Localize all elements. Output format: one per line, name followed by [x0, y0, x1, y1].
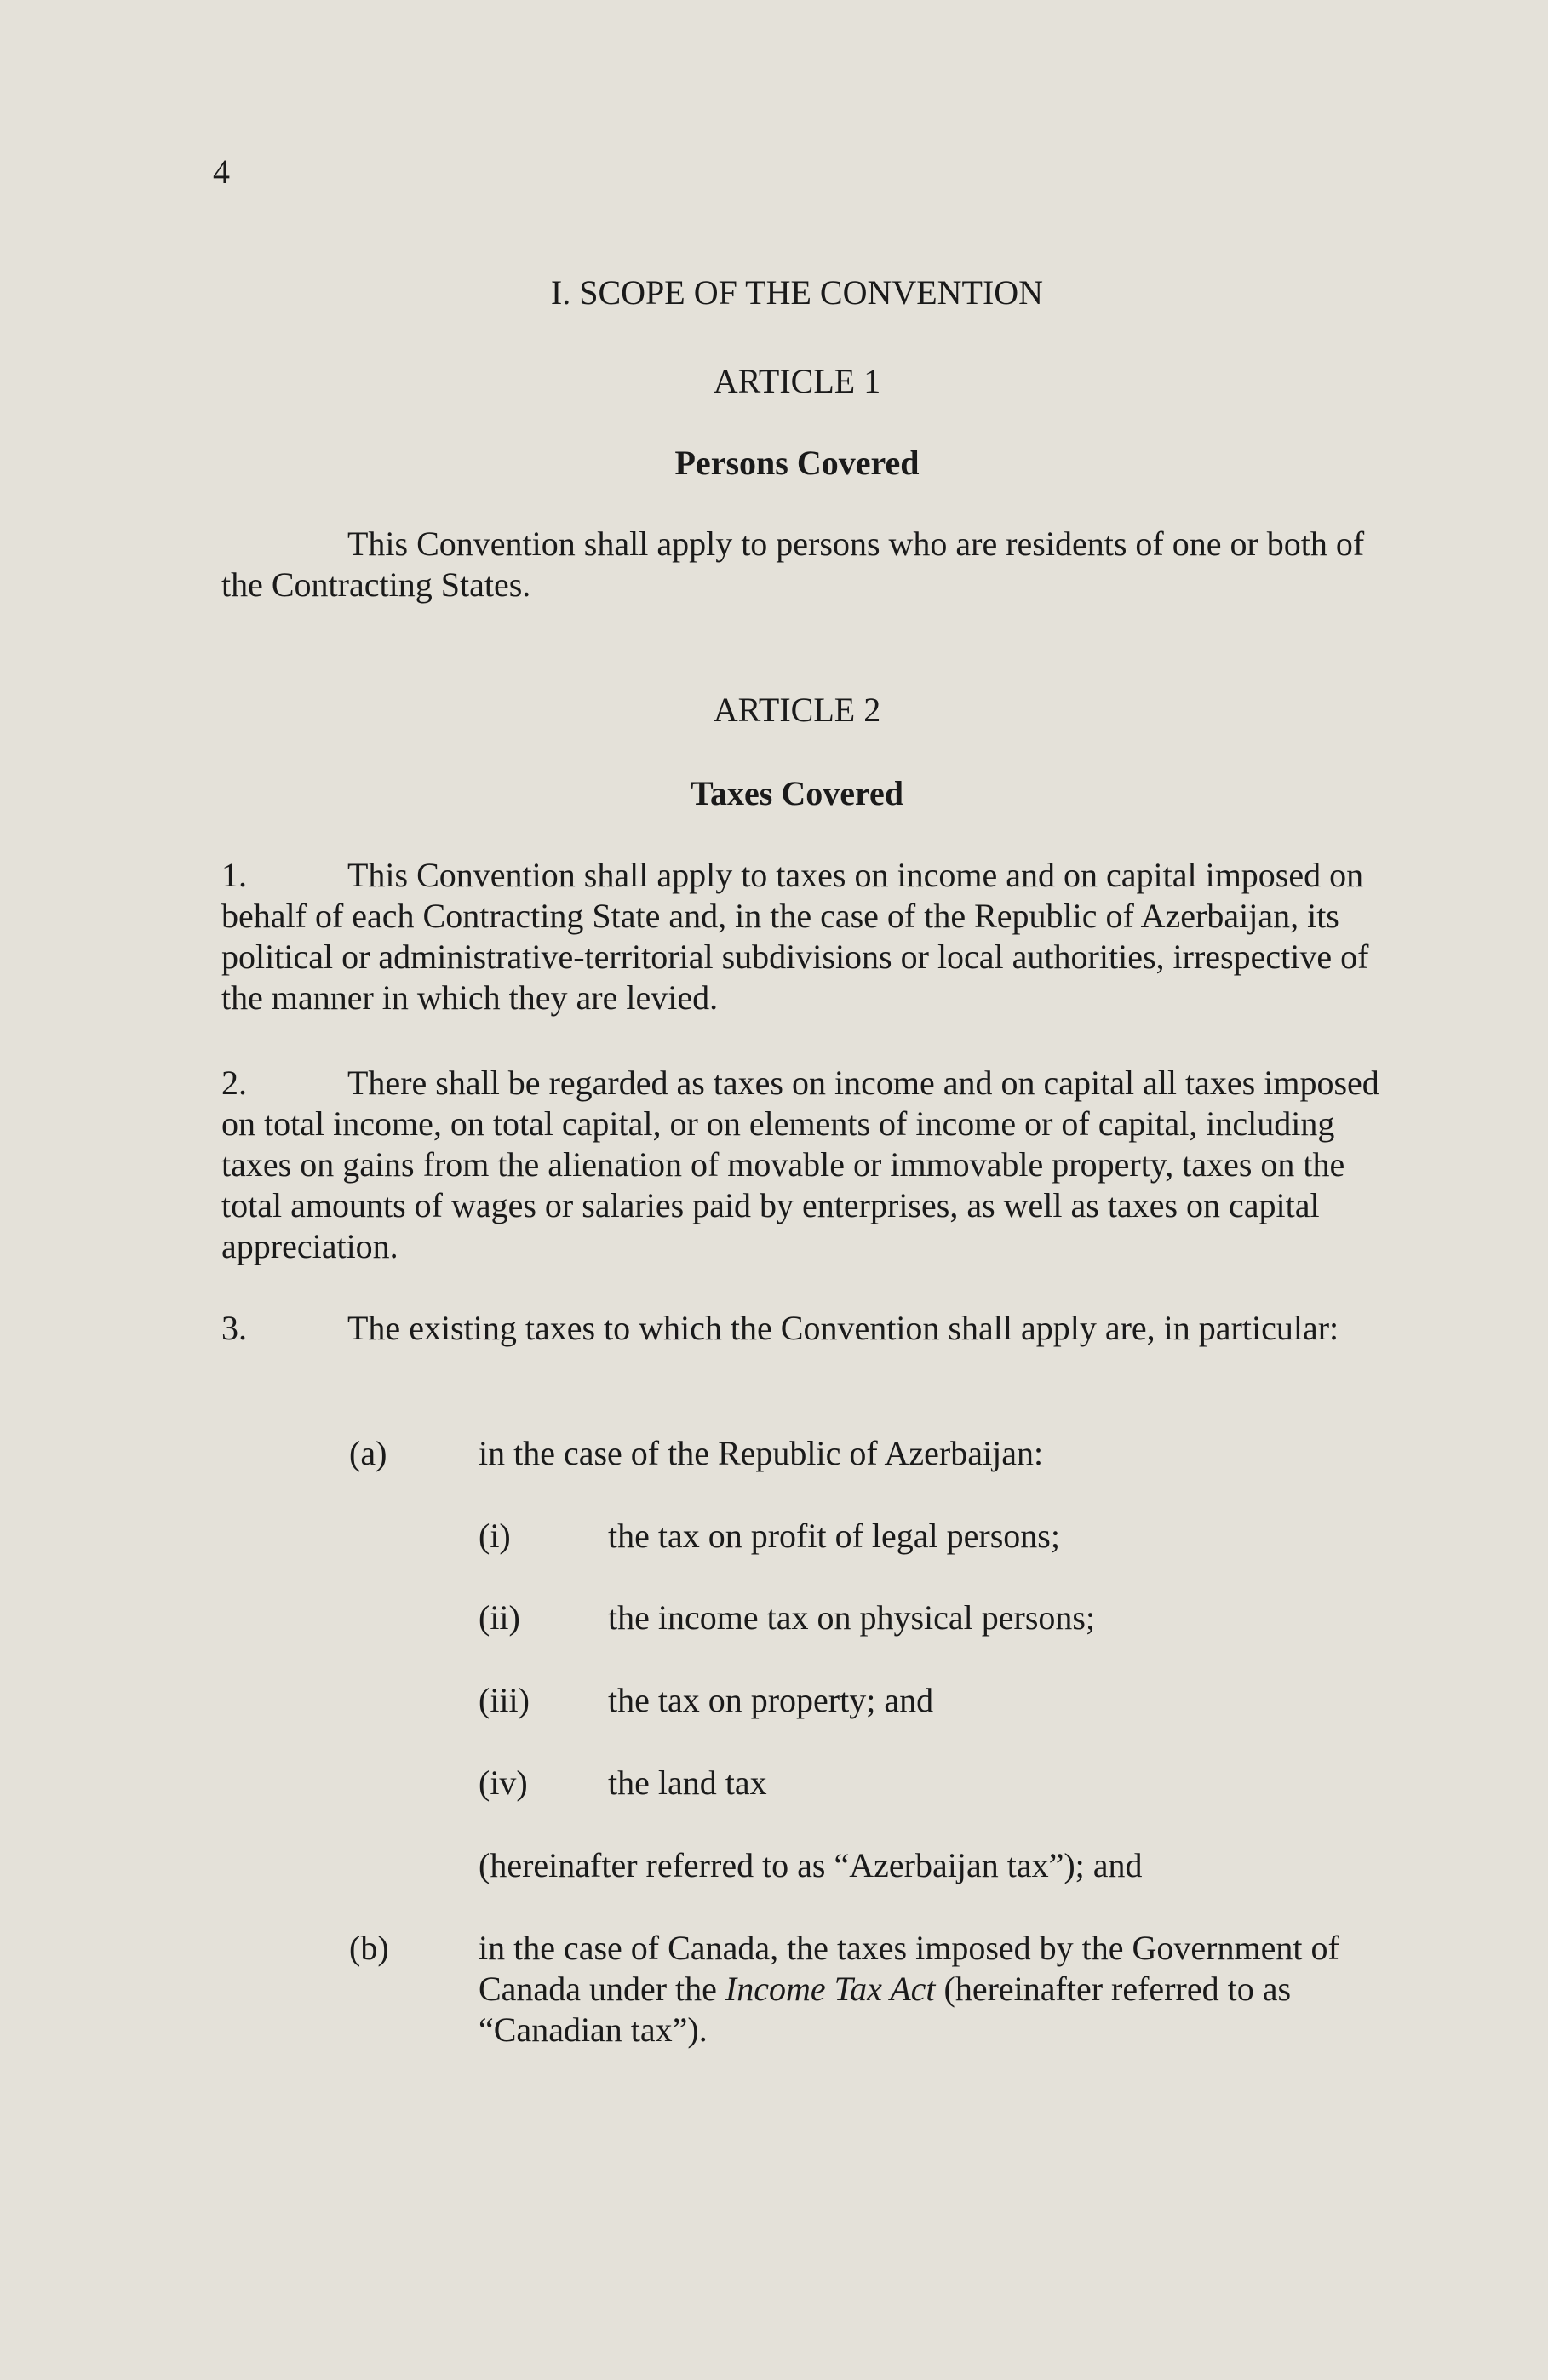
article-2-paragraph-1 — [221, 855, 1388, 1018]
item-iv-label: (iv) — [479, 1763, 528, 1802]
article-1-heading: ARTICLE 1 — [713, 362, 881, 400]
article-1-paragraph — [221, 524, 1388, 605]
item-ii-text: the income tax on physical persons; — [608, 1598, 1096, 1637]
subparagraph-a-text: in the case of the Republic of Azerbaijan: — [479, 1434, 1044, 1472]
subparagraph-a-suffix: (hereinafter referred to as “Azerbaijan tax”); and — [479, 1846, 1143, 1884]
paragraph-3-number: 3. — [221, 1309, 247, 1347]
item-ii-label: (ii) — [479, 1598, 520, 1637]
item-i-label: (i) — [479, 1517, 511, 1555]
item-iii-label: (iii) — [479, 1681, 530, 1719]
article-2-paragraph-2 — [221, 1063, 1388, 1267]
income-tax-act-title: Income Tax Act — [725, 1970, 936, 2008]
item-iii-text: the tax on property; and — [608, 1681, 934, 1719]
subparagraph-b-label: (b) — [349, 1929, 389, 1967]
paragraph-1-text: This Convention shall apply to taxes on income and on capital imposed on behalf of each Contracting State and, in the case of the Republic of Azerbaijan, its political or administrative-territorial subdivisions or local authorities, irrespective of the manner in which they are levied. — [221, 856, 1369, 1017]
paragraph-2-number: 2. — [221, 1064, 247, 1102]
subparagraph-b-text — [479, 1928, 1398, 2050]
article-1-subheading: Persons Covered — [674, 444, 920, 482]
article-2-paragraph-3 — [221, 1308, 1388, 1349]
subparagraph-b-text-part-2: (hereinafter referred to as “Canadian tax”). — [479, 1970, 1292, 2049]
paragraph-1-number: 1. — [221, 856, 247, 894]
article-1-text: This Convention shall apply to persons who are residents of one or both of the Contracting States. — [221, 525, 1365, 604]
subparagraph-b-text-part-1: in the case of Canada, the taxes imposed by the Government of Canada under the — [479, 1929, 1339, 2008]
article-2-heading: ARTICLE 2 — [713, 691, 881, 729]
page-number: 4 — [213, 152, 230, 191]
paragraph-2-text: There shall be regarded as taxes on income and on capital all taxes imposed on total income, on total capital, or on elements of income or of capital, including taxes on gains from the alienation of movable or immovable property, taxes on the total amounts of wages or salaries paid by enterprises, as well as taxes on capital appreciation. — [221, 1064, 1379, 1265]
section-title: I. SCOPE OF THE CONVENTION — [550, 273, 1044, 312]
subparagraph-a-label: (a) — [349, 1434, 387, 1472]
item-iv-text: the land tax — [608, 1763, 767, 1802]
paragraph-3-text: The existing taxes to which the Convention shall apply are, in particular: — [347, 1309, 1339, 1347]
item-i-text: the tax on profit of legal persons; — [608, 1517, 1060, 1555]
article-2-subheading: Taxes Covered — [691, 774, 903, 812]
